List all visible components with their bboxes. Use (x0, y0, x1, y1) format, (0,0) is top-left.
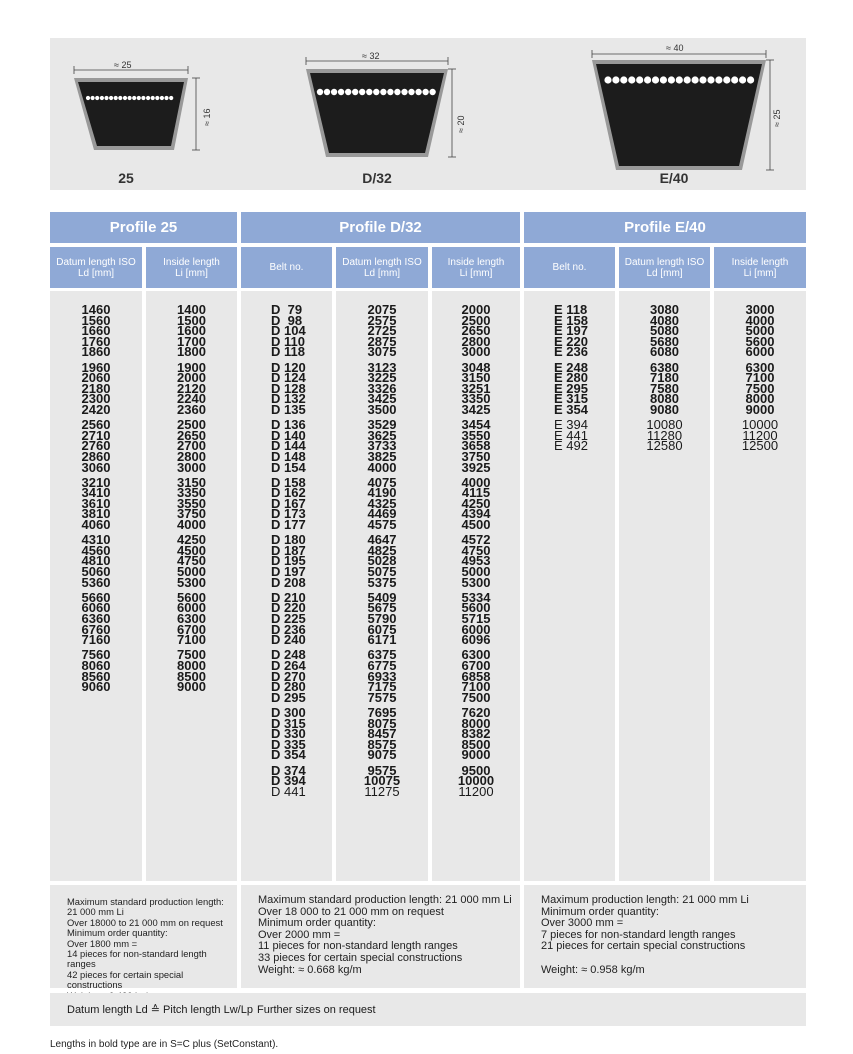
value-cell: D 120 (271, 359, 306, 375)
value-cell: 11200 (742, 427, 778, 443)
value-cell: 4080 (650, 312, 679, 328)
value-cell: 4469 (367, 506, 397, 522)
value-cell: 6760 (81, 621, 111, 637)
value-cell: 3123 (367, 359, 397, 375)
value-cell: 2800 (177, 448, 206, 464)
bottom-info-bar (50, 993, 806, 1026)
value-cell: 1900 (177, 359, 206, 375)
value-cell: 7695 (367, 704, 397, 720)
belt-profile-e40-drawing (586, 42, 796, 182)
profile-drawings-panel (50, 38, 806, 190)
width-label-25: ≈ 25 (114, 60, 132, 70)
value-cell: D 187 (271, 542, 306, 558)
value-cell: 3080 (650, 302, 679, 317)
value-cell: E 441 (554, 427, 588, 443)
pe40-inside-column (714, 291, 806, 881)
value-cell: 3000 (461, 344, 491, 360)
pe40-datum-column (619, 291, 710, 881)
value-cell: 5075 (367, 564, 397, 580)
value-cell: 7500 (177, 647, 206, 663)
value-cell: 3610 (81, 495, 111, 511)
value-cell: 5790 (367, 611, 397, 626)
value-cell: 8000 (745, 391, 775, 407)
value-cell: 2860 (81, 448, 111, 464)
pe40-datum-header: Datum length ISO Ld [mm] (619, 247, 710, 288)
value-cell: 3251 (461, 380, 491, 396)
value-cell: 11200 (458, 783, 494, 799)
value-cell: 3350 (177, 485, 206, 501)
value-cell: E 158 (554, 312, 588, 328)
value-cell: 2560 (81, 417, 111, 433)
value-cell: 2000 (461, 302, 491, 317)
value-cell: 3326 (367, 380, 397, 396)
value-cell: 5300 (177, 574, 206, 590)
value-cell: 8382 (461, 726, 491, 742)
value-cell: 5600 (461, 600, 491, 616)
further-sizes-note: Further sizes on request (257, 1003, 376, 1016)
value-cell: 3150 (177, 474, 206, 490)
value-cell: 2710 (81, 427, 111, 443)
value-cell: 3625 (367, 427, 397, 443)
value-cell: D 295 (271, 689, 306, 705)
value-cell: D 264 (271, 657, 306, 673)
profile-d32-header: Profile D/32 (241, 212, 520, 243)
belt-profile-25-drawing (68, 56, 218, 176)
value-cell: 4810 (81, 553, 111, 569)
value-cell: 6300 (177, 611, 206, 626)
value-cell: 5675 (367, 600, 397, 616)
value-cell: D 197 (271, 564, 306, 580)
value-cell: 10000 (457, 773, 495, 789)
p25-inside-column (146, 291, 237, 881)
value-cell: D 173 (271, 506, 306, 522)
value-cell: 2240 (177, 391, 206, 407)
value-cell: D 128 (271, 380, 306, 396)
value-cell: 6375 (367, 647, 397, 663)
pd32-belt-column (241, 291, 332, 881)
value-cell: 1860 (81, 344, 111, 360)
value-cell: 10080 (646, 417, 683, 433)
value-cell: 3410 (81, 485, 111, 501)
value-cell: 8000 (177, 657, 206, 673)
value-cell: 2000 (177, 370, 206, 386)
value-cell: 2760 (81, 438, 111, 454)
value-cell: D 154 (271, 459, 306, 475)
value-cell: 3750 (177, 506, 206, 522)
value-cell: 4000 (745, 312, 775, 328)
value-cell: 5028 (367, 553, 397, 569)
profile-e40-header: Profile E/40 (524, 212, 806, 243)
value-cell: D 315 (271, 715, 306, 731)
value-cell: 1700 (177, 333, 206, 349)
pitch-length-note: Datum length Ld ≙ Pitch length Lw/Lp (67, 1004, 253, 1016)
value-cell: 6700 (177, 621, 206, 637)
value-cell: 9060 (81, 679, 111, 695)
value-cell: D 118 (271, 344, 305, 360)
value-cell: 2725 (367, 323, 397, 339)
belt-profile-d32-drawing (300, 51, 470, 181)
value-cell: 2180 (81, 380, 111, 396)
value-cell: D 225 (271, 611, 306, 626)
value-cell: 8000 (461, 715, 491, 731)
value-cell: 3550 (461, 427, 491, 443)
p25-notes: Maximum standard production length: 21 000 mm Li Over 18000 to 21 000 mm on request Minimum order quantity: Over 1800 mm = 14 pieces for non-standard length ranges 42 pieces for certain special constructions (50, 885, 237, 988)
value-cell: 1960 (81, 359, 111, 375)
value-cell: 3425 (367, 391, 397, 407)
value-cell: 4825 (367, 542, 397, 558)
value-cell: 7620 (461, 704, 491, 720)
pd32-datum-header: Datum length ISO Ld [mm] (336, 247, 428, 288)
value-cell: D 248 (271, 647, 306, 663)
value-cell: 1500 (177, 312, 206, 328)
value-cell: 3454 (461, 417, 491, 433)
value-cell: 6300 (461, 647, 491, 663)
value-cell: D 394 (271, 773, 306, 789)
value-cell: E 118 (554, 302, 588, 317)
value-cell: 4000 (461, 474, 491, 490)
value-cell: D 441 (271, 783, 306, 799)
value-cell: 2420 (81, 401, 111, 417)
value-cell: 5409 (367, 589, 397, 605)
value-cell: 8060 (81, 657, 111, 673)
value-cell: 3810 (81, 506, 111, 522)
value-cell: 12580 (646, 438, 683, 454)
value-cell: 5334 (461, 589, 491, 605)
value-cell: 7580 (650, 380, 679, 396)
value-cell: 2120 (177, 380, 206, 396)
drawing-caption-d32: D/32 (362, 170, 392, 186)
value-cell: 3500 (367, 401, 397, 417)
value-cell: 4115 (461, 485, 491, 501)
value-cell: 4000 (177, 517, 206, 533)
value-cell: 2650 (461, 323, 491, 339)
value-cell: 9000 (461, 747, 491, 763)
value-cell: D 354 (271, 747, 306, 763)
drawing-caption-25: 25 (118, 170, 134, 186)
value-cell: 4190 (367, 485, 397, 501)
value-cell: 4572 (461, 532, 491, 548)
value-cell: 4647 (367, 532, 397, 548)
value-cell: 4575 (367, 517, 397, 533)
value-cell: 5000 (461, 564, 491, 580)
value-cell: 1460 (81, 302, 111, 317)
profile-25-header: Profile 25 (50, 212, 237, 243)
value-cell: 6300 (745, 359, 775, 375)
value-cell: 2875 (367, 333, 397, 349)
value-cell: E 354 (554, 401, 588, 417)
value-cell: D 158 (271, 474, 306, 490)
value-cell: 5000 (177, 564, 206, 580)
value-cell: 3000 (745, 302, 775, 317)
value-cell: E 197 (554, 323, 588, 339)
value-cell: 9000 (177, 679, 206, 695)
value-cell: 2575 (367, 312, 397, 328)
value-cell: 7100 (461, 679, 491, 695)
value-cell: 7175 (367, 679, 397, 695)
value-cell: D 162 (271, 485, 306, 501)
value-cell: D 135 (271, 401, 306, 417)
value-cell: E 295 (554, 380, 588, 396)
value-cell: D 240 (271, 632, 306, 648)
value-cell: 6096 (461, 632, 491, 648)
value-cell: 11280 (646, 427, 683, 443)
value-cell: D 374 (271, 762, 306, 778)
value-cell: 8560 (81, 668, 111, 684)
pd32-notes: Maximum standard production length: 21 000 mm Li Over 18 000 to 21 000 mm on request Minimum order quantity: Over 2000 mm = 11 pieces for non-standard length ranges 33 pieces for certain special constructions Weight: ≈ 0.668 kg/m (241, 885, 520, 988)
pe40-belt-header: Belt no. (524, 247, 615, 288)
value-cell: 3150 (461, 370, 491, 386)
value-cell: D 236 (271, 621, 306, 637)
value-cell: 8575 (367, 736, 397, 752)
value-cell: D 177 (271, 517, 306, 533)
value-cell: 9080 (650, 401, 679, 417)
value-cell: 6000 (745, 344, 775, 360)
value-cell: D 195 (271, 553, 306, 569)
height-label-e40: ≈ 25 (772, 109, 782, 127)
value-cell: D 300 (271, 704, 306, 720)
value-cell: 5000 (745, 323, 775, 339)
value-cell: 6360 (81, 611, 111, 626)
value-cell: D 180 (271, 532, 306, 548)
value-cell: 1560 (81, 312, 111, 328)
value-cell: 7100 (177, 632, 206, 648)
pe40-inside-header: Inside length Li [mm] (714, 247, 806, 288)
value-cell: D 98 (271, 312, 303, 328)
value-cell: 9575 (367, 762, 397, 778)
value-cell: 7500 (461, 689, 491, 705)
value-cell: D 210 (271, 589, 306, 605)
pe40-belt-column (524, 291, 615, 881)
value-cell: D 104 (271, 323, 306, 339)
pd32-inside-header: Inside length Li [mm] (432, 247, 520, 288)
value-cell: 2060 (81, 370, 111, 386)
value-cell: 6775 (367, 657, 397, 673)
value-cell: D 335 (271, 736, 306, 752)
value-cell: E 220 (554, 333, 588, 349)
value-cell: 6075 (367, 621, 397, 637)
value-cell: 3825 (367, 448, 397, 464)
value-cell: 10075 (363, 773, 401, 789)
value-cell: 5600 (177, 589, 206, 605)
value-cell: 9000 (745, 401, 775, 417)
value-cell: 3225 (367, 370, 397, 386)
value-cell: 6858 (461, 668, 491, 684)
value-cell: D 270 (271, 668, 306, 684)
value-cell: 7575 (367, 689, 397, 705)
width-label-e40: ≈ 40 (666, 43, 684, 53)
value-cell: 6171 (367, 632, 397, 648)
value-cell: 3350 (461, 391, 491, 407)
value-cell: 4250 (461, 495, 491, 511)
value-cell: 5300 (461, 574, 491, 590)
footer-note: Lengths in bold type are in S=C plus (SetConstant). (50, 1039, 279, 1050)
value-cell: 3750 (461, 448, 491, 464)
pd32-inside-column (432, 291, 520, 881)
p25-datum-column (50, 291, 142, 881)
value-cell: E 394 (554, 417, 588, 433)
value-cell: 4250 (177, 532, 206, 548)
value-cell: 4500 (461, 517, 491, 533)
value-cell: 3529 (367, 417, 397, 433)
value-cell: D 79 (271, 302, 303, 317)
p25-inside-header: Inside length Li [mm] (146, 247, 237, 288)
value-cell: 3658 (461, 438, 491, 454)
value-cell: 8075 (367, 715, 397, 731)
value-cell: 4560 (81, 542, 111, 558)
value-cell: D 280 (271, 679, 306, 695)
value-cell: 6933 (367, 668, 397, 684)
value-cell: D 132 (271, 391, 306, 407)
value-cell: 7100 (745, 370, 775, 386)
value-cell: 2500 (177, 417, 206, 433)
value-cell: 1760 (81, 333, 111, 349)
value-cell: 4953 (461, 553, 491, 569)
value-cell: 1800 (177, 344, 206, 360)
value-cell: 7180 (650, 370, 679, 386)
value-cell: D 167 (271, 495, 306, 511)
value-cell: D 208 (271, 574, 306, 590)
value-cell: D 330 (271, 726, 306, 742)
p25-datum-header: Datum length ISO Ld [mm] (50, 247, 142, 288)
value-cell: 4750 (177, 553, 206, 569)
value-cell: 6700 (461, 657, 491, 673)
value-cell: D 136 (271, 417, 306, 433)
value-cell: 2800 (461, 333, 491, 349)
value-cell: 8457 (367, 726, 397, 742)
value-cell: 6380 (650, 359, 679, 375)
value-cell: E 248 (554, 359, 588, 375)
value-cell: 4060 (81, 517, 111, 533)
value-cell: E 492 (554, 438, 588, 454)
value-cell: 6060 (81, 600, 111, 616)
value-cell: 2075 (367, 302, 397, 317)
value-cell: 2700 (177, 438, 206, 454)
value-cell: 4750 (461, 542, 491, 558)
value-cell: 6000 (177, 600, 206, 616)
value-cell: D 220 (271, 600, 306, 616)
value-cell: 9075 (367, 747, 397, 763)
value-cell: D 144 (271, 438, 306, 454)
value-cell: 6000 (461, 621, 491, 637)
value-cell: D 148 (271, 448, 306, 464)
value-cell: E 280 (554, 370, 588, 386)
value-cell: 3925 (461, 459, 491, 475)
value-cell: 10000 (741, 417, 779, 433)
value-cell: 11275 (364, 783, 400, 799)
value-cell: 3060 (81, 459, 111, 475)
value-cell: 4000 (367, 459, 397, 475)
value-cell: 5600 (745, 333, 775, 349)
value-cell: 2360 (177, 401, 206, 417)
pe40-notes: Maximum production length: 21 000 mm Li Minimum order quantity: Over 3000 mm = 7 pieces for non-standard length ranges 21 pieces for certain special constructions Weight: ≈ 0.958 kg/m (524, 885, 806, 988)
value-cell: 2650 (177, 427, 206, 443)
value-cell: 6080 (650, 344, 679, 360)
value-cell: 1400 (177, 302, 206, 317)
value-cell: 4325 (367, 495, 397, 511)
value-cell: 5375 (367, 574, 397, 590)
value-cell: D 140 (271, 427, 306, 443)
value-cell: 3048 (461, 359, 491, 375)
value-cell: 12500 (741, 438, 779, 454)
value-cell: 2500 (461, 312, 491, 328)
value-cell: 3210 (81, 474, 111, 490)
value-cell: 4394 (461, 506, 491, 522)
height-label-d32: ≈ 20 (456, 115, 466, 133)
value-cell: 4310 (81, 532, 111, 548)
value-cell: D 124 (271, 370, 306, 386)
value-cell: 5360 (81, 574, 111, 590)
pd32-datum-column (336, 291, 428, 881)
height-label-25: ≈ 16 (202, 108, 212, 126)
value-cell: 5080 (650, 323, 679, 339)
value-cell: D 110 (271, 333, 305, 349)
pd32-belt-header: Belt no. (241, 247, 332, 288)
value-cell: 8500 (177, 668, 206, 684)
value-cell: 9500 (461, 762, 491, 778)
value-cell: 7500 (745, 380, 775, 396)
value-cell: 5680 (650, 333, 679, 349)
value-cell: 3425 (461, 401, 491, 417)
value-cell: 3000 (177, 459, 206, 475)
value-cell: 1600 (177, 323, 206, 339)
value-cell: 7560 (81, 647, 111, 663)
value-cell: 3550 (177, 495, 206, 511)
drawing-caption-e40: E/40 (659, 170, 689, 186)
value-cell: 5660 (81, 589, 111, 605)
value-cell: 5715 (461, 611, 491, 626)
value-cell: 5060 (81, 564, 111, 580)
value-cell: 4075 (367, 474, 397, 490)
value-cell: E 315 (554, 391, 588, 407)
value-cell: 2300 (81, 391, 111, 407)
value-cell: 4500 (177, 542, 206, 558)
value-cell: 1660 (81, 323, 111, 339)
value-cell: 3075 (367, 344, 397, 360)
value-cell: 7160 (81, 632, 111, 648)
value-cell: 8080 (650, 391, 679, 407)
value-cell: 8500 (461, 736, 491, 752)
value-cell: E 236 (554, 344, 588, 360)
width-label-d32: ≈ 32 (362, 51, 380, 61)
value-cell: 3733 (367, 438, 397, 454)
